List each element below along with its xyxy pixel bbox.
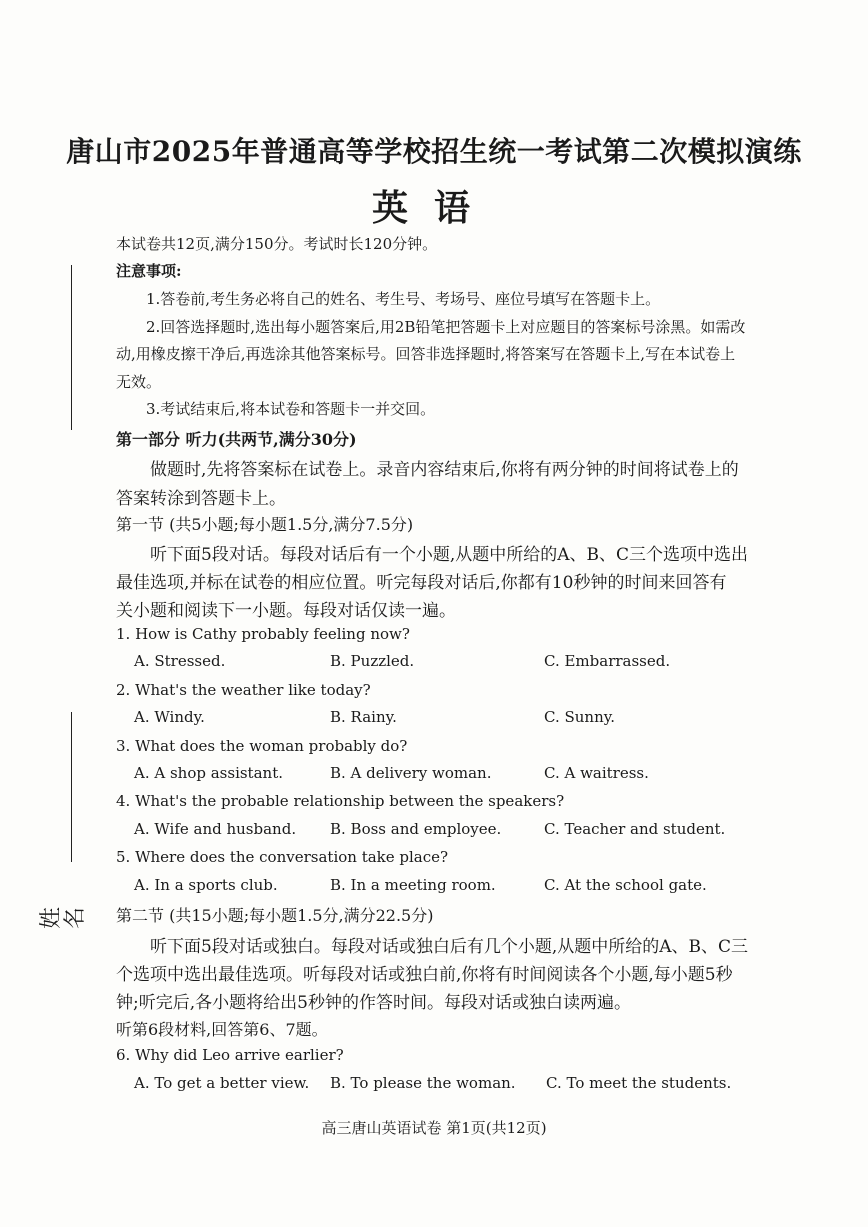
- option-c: C. At the school gate.: [544, 876, 707, 894]
- option-b: B. Rainy.: [330, 708, 397, 726]
- notice-item: 无效。: [116, 373, 162, 391]
- section1-instruction: 听下面5段对话。每段对话后有一个小题,从题中所给的A、B、C三个选项中选出: [150, 545, 748, 565]
- notice-item: 2.回答选择题时,选出每小题答案后,用2B铅笔把答题卡上对应题目的答案标号涂黑。如需改: [146, 318, 746, 336]
- question-text: 6. Why did Leo arrive earlier?: [116, 1046, 344, 1064]
- exam-intro: 本试卷共12页,满分150分。考试时长120分钟。: [116, 235, 438, 253]
- option-c: C. Teacher and student.: [544, 820, 726, 838]
- margin-line-bottom: [71, 712, 72, 862]
- part1-heading: 第一部分 听力(共两节,满分30分): [116, 430, 357, 449]
- part1-instruction: 答案转涂到答题卡上。: [116, 489, 286, 509]
- question-text: 1. How is Cathy probably feeling now?: [116, 625, 410, 643]
- question-text: 2. What's the weather like today?: [116, 681, 371, 699]
- question-text: 5. Where does the conversation take place?: [116, 848, 449, 866]
- option-b: B. A delivery woman.: [330, 764, 492, 782]
- section1-instruction: 关小题和阅读下一小题。每段对话仅读一遍。: [116, 601, 456, 621]
- option-b: B. Boss and employee.: [330, 820, 502, 838]
- question-text: 3. What does the woman probably do?: [116, 737, 408, 755]
- option-c: C. A waitress.: [544, 764, 649, 782]
- notice-heading: 注意事项:: [116, 262, 182, 280]
- option-a: A. Stressed.: [134, 652, 226, 670]
- section2-heading: 第二节 (共15小题;每小题1.5分,满分22.5分): [116, 906, 434, 925]
- option-c: C. Sunny.: [544, 708, 615, 726]
- option-b: B. To please the woman.: [330, 1074, 516, 1092]
- section2-instruction: 个选项中选出最佳选项。听每段对话或独白前,你将有时间阅读各个小题,每小题5秒: [116, 965, 733, 985]
- notice-item: 3.考试结束后,将本试卷和答题卡一并交回。: [146, 400, 436, 418]
- option-a: A. A shop assistant.: [134, 764, 283, 782]
- section2-instruction: 钟;听完后,各小题将给出5秒钟的作答时间。每段对话或独白读两遍。: [116, 993, 631, 1013]
- material-note: 听第6段材料,回答第6、7题。: [116, 1020, 328, 1039]
- margin-line-top: [71, 265, 72, 430]
- option-a: A. To get a better view.: [134, 1074, 310, 1092]
- option-c: C. Embarrassed.: [544, 652, 671, 670]
- section1-instruction: 最佳选项,并标在试卷的相应位置。听完每段对话后,你都有10秒钟的时间来回答有: [116, 573, 727, 593]
- subject-title: 英语: [371, 187, 496, 229]
- option-a: A. Windy.: [134, 708, 205, 726]
- notice-item: 动,用橡皮擦干净后,再选涂其他答案标号。回答非选择题时,将答案写在答题卡上,写在本试卷上: [116, 345, 736, 363]
- notice-item: 1.答卷前,考生务必将自己的姓名、考生号、考场号、座位号填写在答题卡上。: [146, 290, 661, 308]
- question-text: 4. What's the probable relationship between the speakers?: [116, 792, 565, 810]
- option-c: C. To meet the students.: [546, 1074, 732, 1092]
- option-a: A. In a sports club.: [134, 876, 278, 894]
- option-b: B. Puzzled.: [330, 652, 415, 670]
- name-field-label: 姓名: [39, 906, 88, 929]
- option-a: A. Wife and husband.: [134, 820, 297, 838]
- page-footer: 高三唐山英语试卷 第1页(共12页): [321, 1119, 547, 1137]
- section2-instruction: 听下面5段对话或独白。每段对话或独白后有几个小题,从题中所给的A、B、C三: [150, 937, 748, 957]
- exam-title: 唐山市2025年普通高等学校招生统一考试第二次模拟演练: [66, 135, 802, 168]
- option-b: B. In a meeting room.: [330, 876, 496, 894]
- section1-heading: 第一节 (共5小题;每小题1.5分,满分7.5分): [116, 515, 414, 534]
- part1-instruction: 做题时,先将答案标在试卷上。录音内容结束后,你将有两分钟的时间将试卷上的: [150, 460, 739, 480]
